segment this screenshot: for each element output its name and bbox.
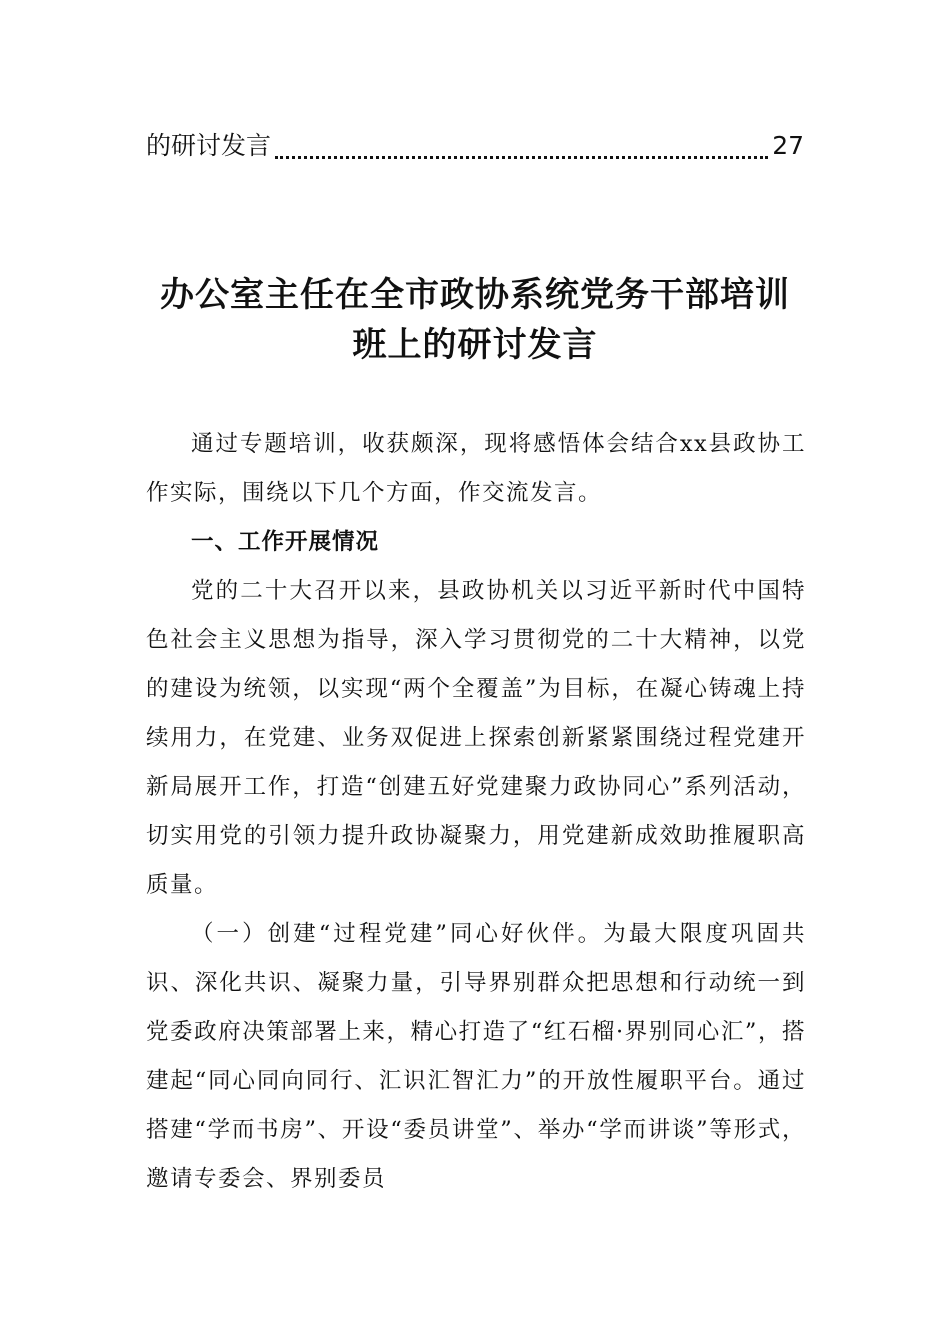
- intro-paragraph: 通过专题培训，收获颇深，现将感悟体会结合xx县政协工作实际，围绕以下几个方面，作交流发言。: [146, 431, 806, 506]
- toc-page-number: 27: [772, 131, 804, 160]
- section-heading-1: 一、工作开展情况: [191, 529, 380, 555]
- body-paragraph-2: （一）创建“过程党建”同心好伙伴。为最大限度巩固共识、深化共识、凝聚力量，引导界别群众把思想和行动统一到党委政府决策部署上来，精心打造了“红石榴·界别同心汇”，搭建起“同心同向同行、汇识汇智汇力”的开放性履职平台。通过搭建“学而书房”、开设“委员讲堂”、举办“学而讲谈”等形式，邀请专委会、界别委员: [146, 921, 806, 1192]
- body-paragraph-1: 党的二十大召开以来，县政协机关以习近平新时代中国特色社会主义思想为指导，深入学习贯彻党的二十大精神，以党的建设为统领，以实现“两个全覆盖”为目标，在凝心铸魂上持续用力，在党建、业务双促进上探索创新紧紧围绕过程党建开新局展开工作，打造“创建五好党建聚力政协同心”系列活动，切实用党的引领力提升政协凝聚力，用党建新成效助推履职高质量。: [146, 578, 806, 898]
- toc-entry[interactable]: [146, 124, 804, 168]
- toc-dot-leader: [275, 156, 768, 159]
- document-title: [120, 270, 830, 370]
- document-title-line-2: 班上的研讨发言: [352, 325, 598, 365]
- document-title-line-1: 办公室主任在全市政协系统党务干部培训: [160, 275, 790, 315]
- document-body: [146, 420, 806, 1204]
- toc-entry-text: 的研讨发言: [146, 131, 272, 160]
